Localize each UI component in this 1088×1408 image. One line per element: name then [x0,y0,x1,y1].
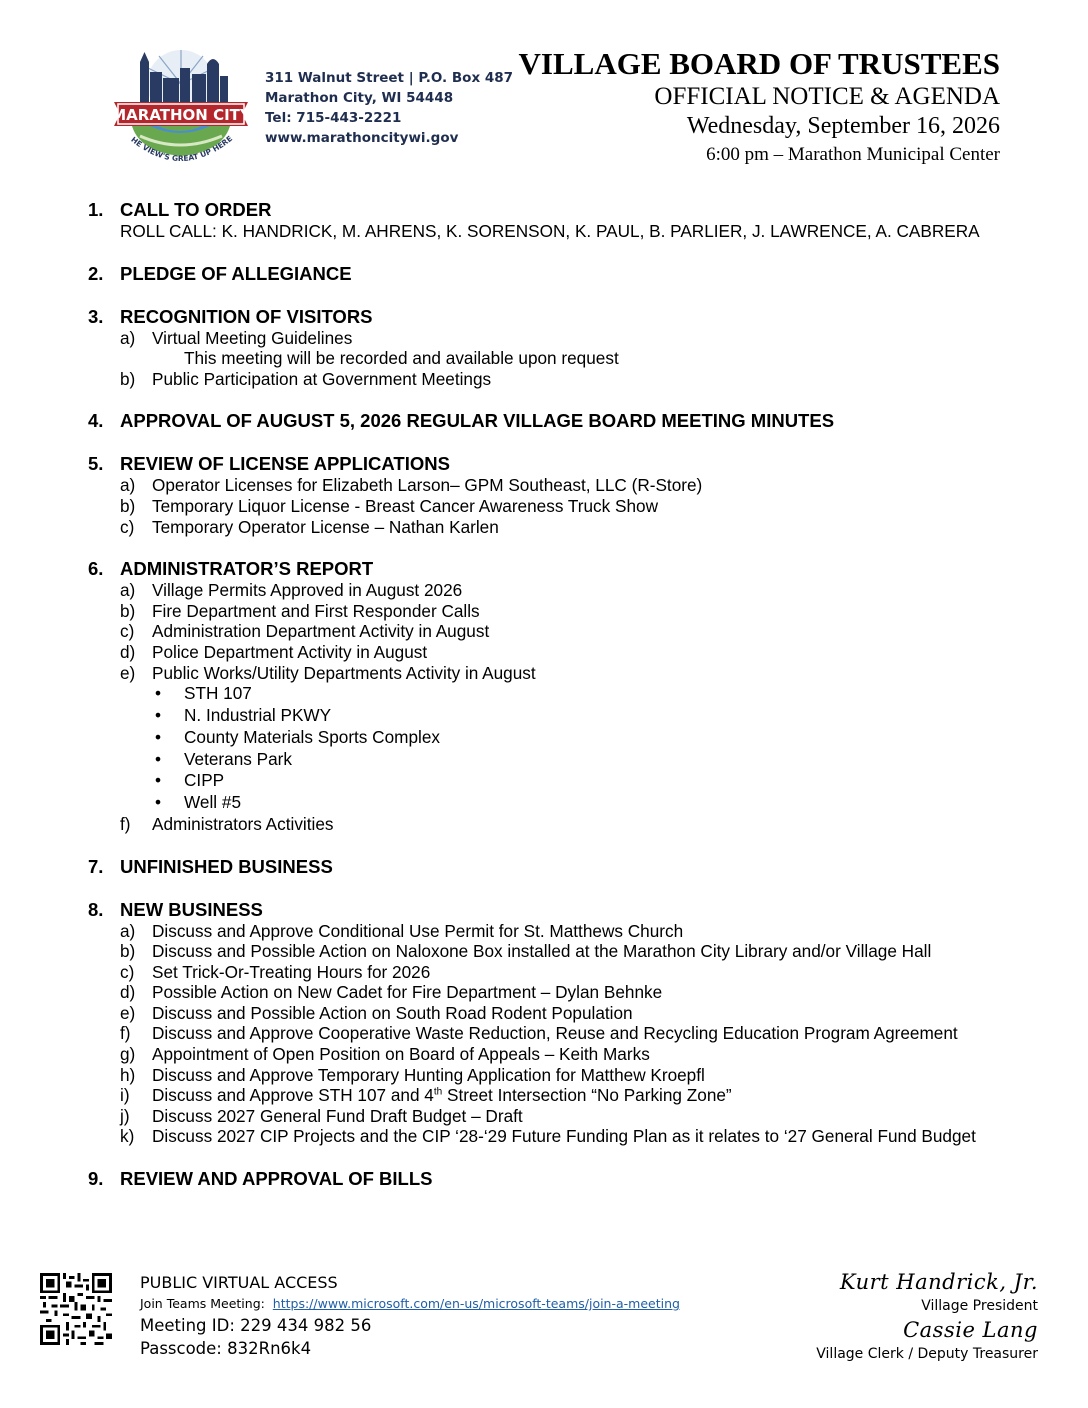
bullet-icon: • [155,748,162,769]
virtual-access-block [140,1272,680,1360]
item-text: Discuss and Approve Conditional Use Permit for St. Matthews Church [152,920,684,941]
bullet-icon: • [155,683,162,704]
item-text [152,1085,732,1106]
bullet-text: CIPP [184,770,225,791]
item-letter: a) [120,580,136,601]
village-logo [110,44,252,168]
website-line[interactable]: www.marathoncitywi.gov [265,130,459,146]
list-item [120,1023,1008,1044]
agenda-section [88,899,1008,1148]
roll-call: ROLL CALL: K. HANDRICK, M. AHRENS, K. SORENSON, K. PAUL, B. PARLIER, J. LAWRENCE, A. CABRERA [120,221,980,241]
item-letter: a) [120,475,136,496]
item-letter: a) [120,327,136,348]
list-item [120,517,1008,538]
section-title: REVIEW AND APPROVAL OF BILLS [120,1168,433,1190]
meeting-id: Meeting ID: 229 434 982 56 [140,1316,372,1335]
section-number: 7. [88,855,104,877]
item-text: Temporary Operator License – Nathan Karlen [152,516,499,537]
list-item [120,814,1008,835]
bullet-text: County Materials Sports Complex [184,726,440,747]
item-letter: f) [120,813,131,834]
item-text: Public Participation at Government Meetings [152,368,492,389]
agenda-section [88,856,1008,878]
passcode: Passcode: 832Rn6k4 [140,1339,312,1358]
item-letter: c) [120,516,135,537]
page-subtitle: OFFICIAL NOTICE & AGENDA [654,83,1000,110]
item-letter: b) [120,495,136,516]
list-item [120,328,1008,349]
list-item [120,1044,1008,1065]
signature-president: Kurt Handrick, Jr. [839,1270,1038,1294]
agenda-section [88,306,1008,390]
bullet-icon: • [155,792,162,813]
item-text: Set Trick-Or-Treating Hours for 2026 [152,961,431,982]
item-text: Administrators Activities [152,813,334,834]
section-title: APPROVAL OF AUGUST 5, 2026 REGULAR VILLAGE BOARD MEETING MINUTES [120,410,835,432]
section-number: 3. [88,305,104,327]
item-letter: c) [120,621,135,642]
item-text: Police Department Activity in August [152,641,428,662]
item-text: Temporary Liquor License - Breast Cancer Awareness Truck Show [152,495,658,516]
item-letter: e) [120,1002,136,1023]
header-title-block [519,46,1000,168]
item-text: Appointment of Open Position on Board of Appeals – Keith Marks [152,1044,650,1065]
section-number: 1. [88,199,104,220]
agenda-section [88,410,1008,432]
teams-join-link[interactable]: https://www.microsoft.com/en-us/microsoft-teams/join-a-meeting [272,1296,680,1311]
bullet-item [120,770,1008,792]
item-letter: b) [120,368,136,389]
list-item [120,1065,1008,1086]
signatures [816,1268,1038,1364]
item-letter: b) [120,600,136,621]
item-letter: j) [120,1105,130,1126]
section-title: NEW BUSINESS [120,898,263,920]
item-text: Public Works/Utility Departments Activity in August [152,662,536,683]
item-text: Possible Action on New Cadet for Fire Department – Dylan Behnke [152,982,663,1003]
meeting-date: Wednesday, September 16, 2026 [686,113,1000,139]
bullet-item [120,792,1008,814]
item-text-part: Discuss and Approve STH 107 and 4 [152,1085,434,1106]
list-item [120,1126,1008,1147]
page-title: VILLAGE BOARD OF TRUSTEES [518,46,1000,81]
section-title: UNFINISHED BUSINESS [120,855,333,877]
bullet-item [120,683,1008,705]
list-item [120,496,1008,517]
join-label: Join Teams Meeting: [140,1296,265,1311]
item-letter: k) [120,1126,135,1147]
item-letter: i) [120,1085,130,1106]
bullet-icon: • [155,704,162,725]
item-letter: h) [120,1064,136,1085]
item-text: Discuss 2027 General Fund Draft Budget – Draft [152,1105,523,1126]
item-letter: e) [120,662,136,683]
item-letter: b) [120,941,136,962]
section-title: REVIEW OF LICENSE APPLICATIONS [120,453,450,475]
agenda-section [88,1168,1008,1190]
item-letter: d) [120,982,136,1003]
item-text-part: Street Intersection “No Parking Zone” [442,1085,732,1106]
item-letter: d) [120,641,136,662]
agenda-section [88,199,1008,242]
list-item [120,580,1008,601]
section-number: 8. [88,898,104,920]
item-letter: g) [120,1044,136,1065]
clerk-title: Village Clerk / Deputy Treasurer [816,1346,1038,1362]
contact-block [265,68,513,148]
item-note: This meeting will be recorded and available upon request [184,348,619,369]
list-item [120,1106,1008,1127]
item-text: Discuss and Approve Temporary Hunting Application for Matthew Kroepfl [152,1064,705,1085]
list-item [120,369,1008,390]
bullet-icon: • [155,726,162,747]
item-text: Village Permits Approved in August 2026 [152,580,463,601]
bullet-text: N. Industrial PKWY [184,704,332,725]
agenda-section [88,453,1008,537]
section-number: 6. [88,558,104,580]
phone-line: Tel: 715-443-2221 [265,110,402,126]
item-text: Discuss and Possible Action on Naloxone Box installed at the Marathon City Library and/or Village Hall [152,941,932,962]
list-item [120,601,1008,622]
bullet-item [120,705,1008,727]
list-item [120,921,1008,942]
item-letter: c) [120,961,135,982]
agenda [88,199,1008,1211]
list-item [120,1003,1008,1024]
item-text: Discuss and Approve Cooperative Waste Reduction, Reuse and Recycling Education Program Agreement [152,1023,958,1044]
signature-clerk: Cassie Lang [903,1318,1038,1342]
item-text: Fire Department and First Responder Calls [152,600,480,621]
section-number: 9. [88,1168,104,1190]
logo-wordmark: MARATHON CITY [111,106,251,124]
section-title: RECOGNITION OF VISITORS [120,305,373,327]
qr-code-icon[interactable] [40,1273,112,1345]
list-item [120,982,1008,1003]
bullet-item [120,749,1008,771]
meeting-time-place: 6:00 pm – Marathon Municipal Center [706,144,1000,165]
item-text: Discuss and Possible Action on South Road Rodent Population [152,1002,633,1023]
list-item [120,642,1008,663]
bullet-text: Well #5 [184,792,242,813]
bullet-text: Veterans Park [184,748,292,769]
item-letter: f) [120,1023,131,1044]
ordinal-suffix: th [433,1086,443,1098]
list-item [120,941,1008,962]
virtual-access-title: PUBLIC VIRTUAL ACCESS [140,1273,338,1292]
list-item [120,663,1008,684]
list-item [120,621,1008,642]
list-item [120,1085,1008,1106]
agenda-section [88,263,1008,285]
section-title: CALL TO ORDER [120,199,272,220]
address-line: 311 Walnut Street | P.O. Box 487 [265,70,514,86]
item-text: Discuss 2027 CIP Projects and the CIP ‘28-‘29 Future Funding Plan as it relates to ‘27 General Fund Budget [152,1126,976,1147]
item-letter: a) [120,920,136,941]
list-item [120,962,1008,983]
agenda-section [88,558,1008,834]
item-text: Administration Department Activity in August [152,621,490,642]
bullet-icon: • [155,770,162,791]
section-number: 5. [88,453,104,475]
list-item [120,475,1008,496]
president-title: Village President [921,1298,1038,1314]
item-text: Operator Licenses for Elizabeth Larson– GPM Southeast, LLC (R-Store) [152,475,703,496]
section-number: 2. [88,262,104,284]
section-title: ADMINISTRATOR’S REPORT [120,558,374,580]
section-title: PLEDGE OF ALLEGIANCE [120,262,352,284]
section-number: 4. [88,410,104,432]
city-line: Marathon City, WI 54448 [265,90,454,106]
logo-tagline: HE VIEW'S GREAT UP HERE [129,133,235,164]
item-text: Virtual Meeting Guidelines [152,327,353,348]
bullet-item [120,727,1008,749]
bullet-text: STH 107 [184,683,252,704]
